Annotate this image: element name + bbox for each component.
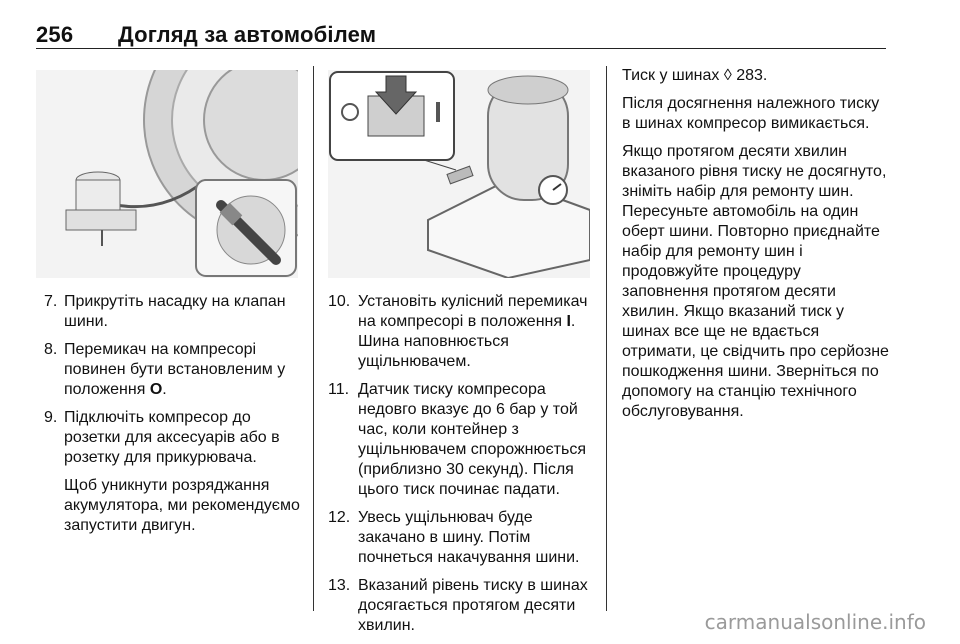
page-reference-arrow-icon: ◊ (723, 67, 737, 84)
page-header (36, 22, 376, 48)
item-text-suffix: . Шина наповнюється ущільнювачем. (358, 313, 576, 370)
item-text (64, 340, 306, 400)
item-text-body: Установіть кулісний перемикач на компресорі в положення (358, 293, 588, 330)
item-text: Датчик тиску компресора недовго вказує до 6 бар у той час, коли контейнер з ущільнювачем спорожнюється (приблизно 30 секунд). Після цього тиск починає падати. (358, 381, 586, 498)
pressure-text: Тиск у шинах (622, 67, 724, 84)
item-number: 8. (44, 341, 58, 358)
item-number: 10. (328, 293, 351, 310)
header-rule (36, 48, 886, 49)
switch-position-symbol: O (149, 381, 163, 398)
item-text: Вказаний рівень тиску в шинах досягається протягом десяти хвилин. (358, 577, 588, 634)
item-number: 7. (44, 293, 58, 310)
pressure-suffix: . (762, 67, 768, 84)
watermark: carmanualsonline.info (704, 610, 926, 634)
page-title: Догляд за автомобілем (118, 22, 377, 47)
paragraph: Якщо протягом десяти хвилин вказаного рівня тиску не досягнуто, зніміть набір для ремонту шин. Пересуньте автомобіль на один оберт шини. Повторно приєднайте набір для ремонту шин і продовжуйте процедуру заповнення протягом десяти хвилин. Якщо вказаний тиск у шинах все ще не вдається отримати, це свідчить про серйозне пошкодження шини. Зверніться по допомогу на станцію технічного обслуговування. (622, 143, 889, 420)
list-item (328, 576, 590, 636)
item-text: Прикрутіть насадку на клапан шини. (64, 293, 286, 330)
column-divider-1 (313, 66, 314, 611)
column-1 (44, 292, 306, 544)
item-number: 13. (328, 577, 351, 594)
column-divider-2 (606, 66, 607, 611)
item-text-suffix: . (162, 381, 167, 398)
pressure-reference-paragraph (622, 66, 890, 86)
item-number: 12. (328, 509, 351, 526)
column-2 (328, 292, 590, 644)
column-3 (622, 66, 890, 430)
item-number: 9. (44, 409, 58, 426)
note-paragraph: Щоб уникнути розряджання акумулятора, ми рекомендуємо запустити двигун. (64, 477, 300, 534)
list-item (328, 292, 590, 372)
page-number: 256 (36, 22, 74, 47)
list-item (44, 408, 306, 468)
item-text-body: Перемикач на компресорі повинен бути встановленим у положення (64, 341, 286, 398)
list-item (44, 340, 306, 400)
item-text: Підключіть компресор до розетки для аксесуарів або в розетку для прикурювача. (64, 409, 280, 466)
page-reference-link[interactable]: 283 (736, 67, 763, 84)
item-number: 11. (328, 381, 350, 398)
item-text (358, 292, 590, 372)
paragraph: Після досягнення належного тиску в шинах компресор вимикається. (622, 95, 880, 132)
compressor-switch-illustration (328, 70, 590, 278)
item-text: Увесь ущільнювач буде закачано в шину. Потім почнеться накачування шини. (358, 509, 580, 566)
list-item (328, 380, 590, 500)
list-item (44, 292, 306, 332)
tire-valve-illustration (36, 70, 298, 278)
list-item (328, 508, 590, 568)
switch-position-symbol: I (566, 313, 571, 330)
